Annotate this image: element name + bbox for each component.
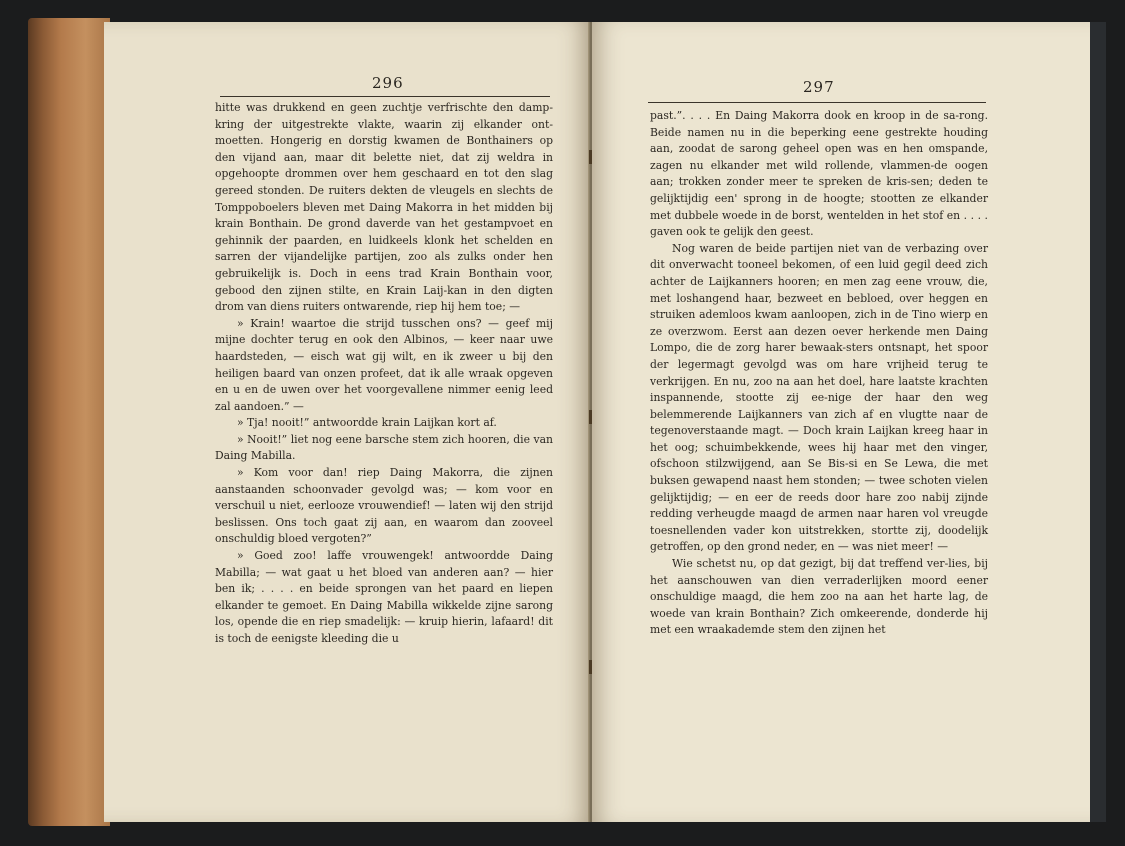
right-page-text (650, 108, 988, 639)
header-rule-left (220, 96, 550, 97)
binding-thread (589, 150, 592, 164)
left-page-text (215, 100, 553, 648)
paragraph: » Tja! nooit!” antwoordde krain Laijkan kort af. (237, 416, 497, 430)
paragraph: Nog waren de beide partijen niet van de verbazing over dit onverwacht tooneel bekomen, of een luid gegil deed zich achter de Laijkanners hooren; en men zag eene vrouw, die, met loshangend haar, bezweet en bebloed, over heggen en struiken ademloos kwam aanloopen, zich in de Tino wierp en ze overzwom. Eerst aan dezen oever herkende men Daing Lompo, die de zorg harer bewaak-sters ontsnapt, het spoor der legermagt gevolgd was om hare vrijheid terug te verkrijgen. En nu, zoo na aan het doel, hare laatste krachten inspannende, stootte zij ee-nige der haar den weg belemmerende Laijkanners van zich af en vlugtte naar de tegenoverstaande magt. — Doch krain Laijkan kreeg haar in het oog; schuimbekkende, wees hij haar met den vinger, ofschoon stilzwijgend, aan Se Bis-si en Se Lewa, die met buksen gewapend naast hem stonden; — twee schoten vielen gelijktijdig; — en eer de reeds door hare zoo nabij zijnde redding verheugde maagd de armen naar haren vol vreugde toesnellenden vader kon uitstrekken, stortte zij, doodelijk getroffen, op den grond neder, en — was niet meer! — (650, 241, 988, 554)
paragraph: » Goed zoo! laffe vrouwengek! antwoordde Daing Mabilla; — wat gaat u het bloed van anderen aan? — hier ben ik; . . . . en beide sprongen van het paard en liepen elkander te gemoet. En Daing Mabilla wikkelde zijne sarong los, opende die en riep smadelijk: — kruip hierin, lafaard! dit is toch de eenigste kleeding die u (215, 549, 553, 645)
paragraph: » Krain! waartoe die strijd tusschen ons? — geef mij mijne dochter terug en ook den Albinos, — keer naar uwe haardsteden, — eisch wat gij wilt, en ik zweer u bij den heiligen baard van onzen profeet, dat ik alle wraak opgeven en u en de uwen over het voorgevallene nimmer eenig leed zal aandoen.” — (215, 316, 553, 413)
binding-thread (589, 410, 592, 424)
paragraph: Wie schetst nu, op dat gezigt, bij dat treffend ver-lies, bij het aanschouwen van dien verraderlijken moord eener onschuldige maagd, die hem zoo na aan het harte lag, de woede van krain Bonthain? Zich omkeerende, donderde hij met een wraakademde stem den zijnen het (650, 557, 988, 637)
page-block-edge (28, 18, 110, 826)
paragraph: » Kom voor dan! riep Daing Makorra, die zijnen aanstaanden schoonvader gevolgd was; — kom voor en verschuil u niet, eerlooze vrouwendief! — laten wij den strijd beslissen. Ons toch gaat zij aan, en waarom dan zooveel onschuldig bloed vergoten?” (215, 466, 553, 546)
header-rule-right (648, 102, 986, 103)
back-cover (1090, 22, 1106, 822)
paragraph: » Nooit!” liet nog eene barsche stem zich hooren, die van Daing Mabilla. (215, 432, 553, 463)
page-number-right: 297 (803, 78, 835, 96)
binding-thread (589, 660, 592, 674)
paragraph: past.”. . . . En Daing Makorra dook en kroop in de sa-rong. Beide namen nu in die beperking eene gestrekte houding aan, zoodat de sarong geheel open was en hen omspande, zagen nu elkander met wild rollende, vlammen-de oogen aan; trokken zonder meer te spreken de kris-sen; deden te gelijktijdig een' sprong in de hoogte; stootten ze elkander met dubbele woede in de borst, wentelden in het stof en . . . . gaven ook te gelijk den geest. (650, 109, 988, 239)
paragraph: hitte was drukkend en geen zuchtje verfrischte den damp-kring der uitgestrekte vlakte, waarin zij elkander ont-moetten. Hongerig en dorstig kwamen de Bonthainers op den vijand aan, maar dit belette niet, dat zij weldra in opgehoopte drommen over hem geschaard en tot den slag gereed stonden. De ruiters dekten de vleugels en slechts de Tomppoboelers bleven met Daing Makorra in het midden bij krain Bonthain. De grond daverde van het gestampvoet en gehinnik der paarden, en luidkeels klonk het schelden en sarren der vijandelijke partijen, zoo als zulks onder hen gebruikelijk is. Doch in eens trad Krain Bonthain voor, gebood den zijnen stilte, en Krain Laij-kan in den digten drom van diens ruiters ontwarende, riep hij hem toe; — (215, 101, 553, 314)
page-number-left: 296 (372, 74, 404, 92)
